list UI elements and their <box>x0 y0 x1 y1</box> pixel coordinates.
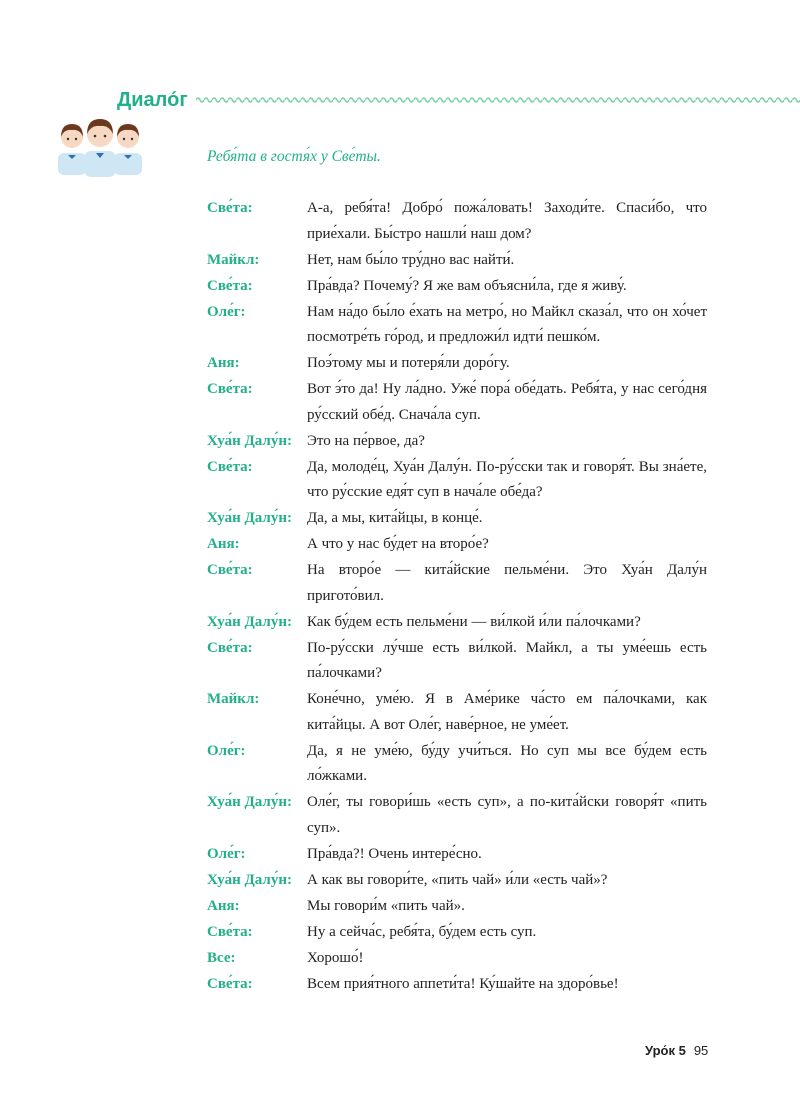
page-footer <box>645 1043 708 1059</box>
speaker-text: Пра́вда?! Очень интере́сно. <box>307 845 482 862</box>
page-number: 95 <box>693 1043 709 1058</box>
dialog-line <box>207 842 707 868</box>
dialog-subtitle: Ребя́та в гостя́х у Све́ты. <box>207 148 381 165</box>
speaker-name: Све́та: <box>207 381 253 397</box>
speaker-text: Всем прия́тного аппети́та! Ку́шайте на здоро́вье! <box>307 975 619 992</box>
speaker-text: Как бу́дем есть пельме́ни — ви́лкой и́ли па́лочками? <box>307 613 641 630</box>
speaker-text: По-ру́сски лу́чше есть ви́лкой. Майкл, а ты уме́ешь есть па́лочками? <box>307 639 707 681</box>
speaker-name: Майкл: <box>207 251 260 268</box>
speaker-name: Аня: <box>207 536 240 552</box>
dialog-line <box>207 790 707 841</box>
speaker-name: Хуа́н Далу́н: <box>207 510 292 526</box>
speaker-text: Поэ́тому мы и потеря́ли доро́гу. <box>307 355 510 371</box>
speaker-text: Хорошо́! <box>307 949 364 966</box>
speaker-text: На второ́е — кита́йские пельме́ни. Это Хуа́н Далу́н пригото́вил. <box>307 562 707 604</box>
speaker-text: Вот э́то да! Ну ла́дно. Уже́ пора́ обе́дать. Ребя́та, у нас сего́дня ру́сский обе́д. Снача́ла суп. <box>307 381 707 423</box>
wavy-line-divider <box>196 94 800 106</box>
child-right-icon <box>114 124 142 175</box>
speaker-text: Да, а мы, кита́йцы, в конце́. <box>307 510 483 526</box>
section-header <box>117 87 800 113</box>
speaker-text: А-а, ребя́та! Добро́ пожа́ловать! Заходи́те. Спаси́бо, что прие́хали. Бы́стро нашли́ наш дом? <box>307 200 707 242</box>
speaker-name: Све́та: <box>207 975 253 992</box>
speaker-text: Нет, нам бы́ло тру́дно вас найти́. <box>307 251 515 268</box>
speaker-name: Аня: <box>207 897 240 914</box>
dialog-line <box>207 739 707 790</box>
dialog-line <box>207 429 707 455</box>
speaker-text: Да, молоде́ц, Хуа́н Далу́н. По-ру́сски так и говоря́т. Вы зна́ете, что ру́сские едя́т суп в нача́ле обе́да? <box>307 458 707 500</box>
speaker-text: Это на пе́рвое, да? <box>307 432 425 449</box>
speaker-name: Оле́г: <box>207 303 246 320</box>
dialog-line <box>207 377 707 428</box>
speaker-name: Хуа́н Далу́н: <box>207 794 292 810</box>
dialog-line <box>207 351 707 377</box>
lesson-label: Уро́к 5 <box>645 1043 686 1058</box>
speaker-name: Све́та: <box>207 562 253 578</box>
child-left-icon <box>58 124 86 175</box>
speaker-name: Све́та: <box>207 639 253 656</box>
dialog-line <box>207 920 707 946</box>
dialog-line <box>207 972 707 998</box>
dialog-line <box>207 455 707 506</box>
dialog-line <box>207 687 707 738</box>
dialog-lines <box>207 196 707 998</box>
dialog-line <box>207 300 707 351</box>
dialog-line <box>207 506 707 532</box>
speaker-name: Аня: <box>207 355 240 371</box>
speaker-name: Хуа́н Далу́н: <box>207 871 292 888</box>
speaker-name: Све́та: <box>207 923 253 940</box>
speaker-text: Коне́чно, уме́ю. Я в Аме́рике ча́сто ем па́лочками, как кита́йцы. А вот Оле́г, наве́рное, не уме́ет. <box>307 691 707 733</box>
dialog-line <box>207 894 707 920</box>
speaker-name: Оле́г: <box>207 742 246 759</box>
dialog-line <box>207 636 707 687</box>
dialog-line <box>207 532 707 558</box>
dialog-line <box>207 558 707 609</box>
speaker-text: Ну а сейча́с, ребя́та, бу́дем есть суп. <box>307 923 537 940</box>
dialog-line <box>207 868 707 894</box>
dialog-line <box>207 610 707 636</box>
speaker-name: Све́та: <box>207 458 253 475</box>
speaker-name: Све́та: <box>207 200 253 216</box>
dialog-line <box>207 248 707 274</box>
section-title: Диало́г <box>117 88 188 111</box>
speaker-name: Хуа́н Далу́н: <box>207 613 292 630</box>
speaker-text: А что у нас бу́дет на второ́е? <box>307 536 489 552</box>
dialog-line <box>207 274 707 300</box>
child-center-icon <box>84 119 116 177</box>
dialog-line <box>207 196 707 247</box>
speaker-name: Хуа́н Далу́н: <box>207 432 292 449</box>
speaker-name: Оле́г: <box>207 845 246 862</box>
speaker-text: Мы говори́м «пить чай». <box>307 897 465 914</box>
speaker-name: Все: <box>207 949 236 966</box>
speaker-text: Оле́г, ты говори́шь «есть суп», а по-кита́йски говоря́т «пить суп». <box>307 794 707 836</box>
three-kids-icon <box>54 115 146 177</box>
speaker-name: Све́та: <box>207 277 253 294</box>
dialog-line <box>207 946 707 972</box>
speaker-text: А как вы говори́те, «пить чай» и́ли «есть чай»? <box>307 871 608 888</box>
speaker-text: Нам на́до бы́ло е́хать на метро́, но Майкл сказа́л, что он хо́чет посмотре́ть го́род, и предложи́л идти́ пешко́м. <box>307 303 707 345</box>
speaker-text: Пра́вда? Почему́? Я же вам объясни́ла, где я живу́. <box>307 277 627 294</box>
speaker-text: Да, я не уме́ю, бу́ду учи́ться. Но суп мы все бу́дем есть ло́жками. <box>307 742 707 784</box>
speaker-name: Майкл: <box>207 691 260 707</box>
